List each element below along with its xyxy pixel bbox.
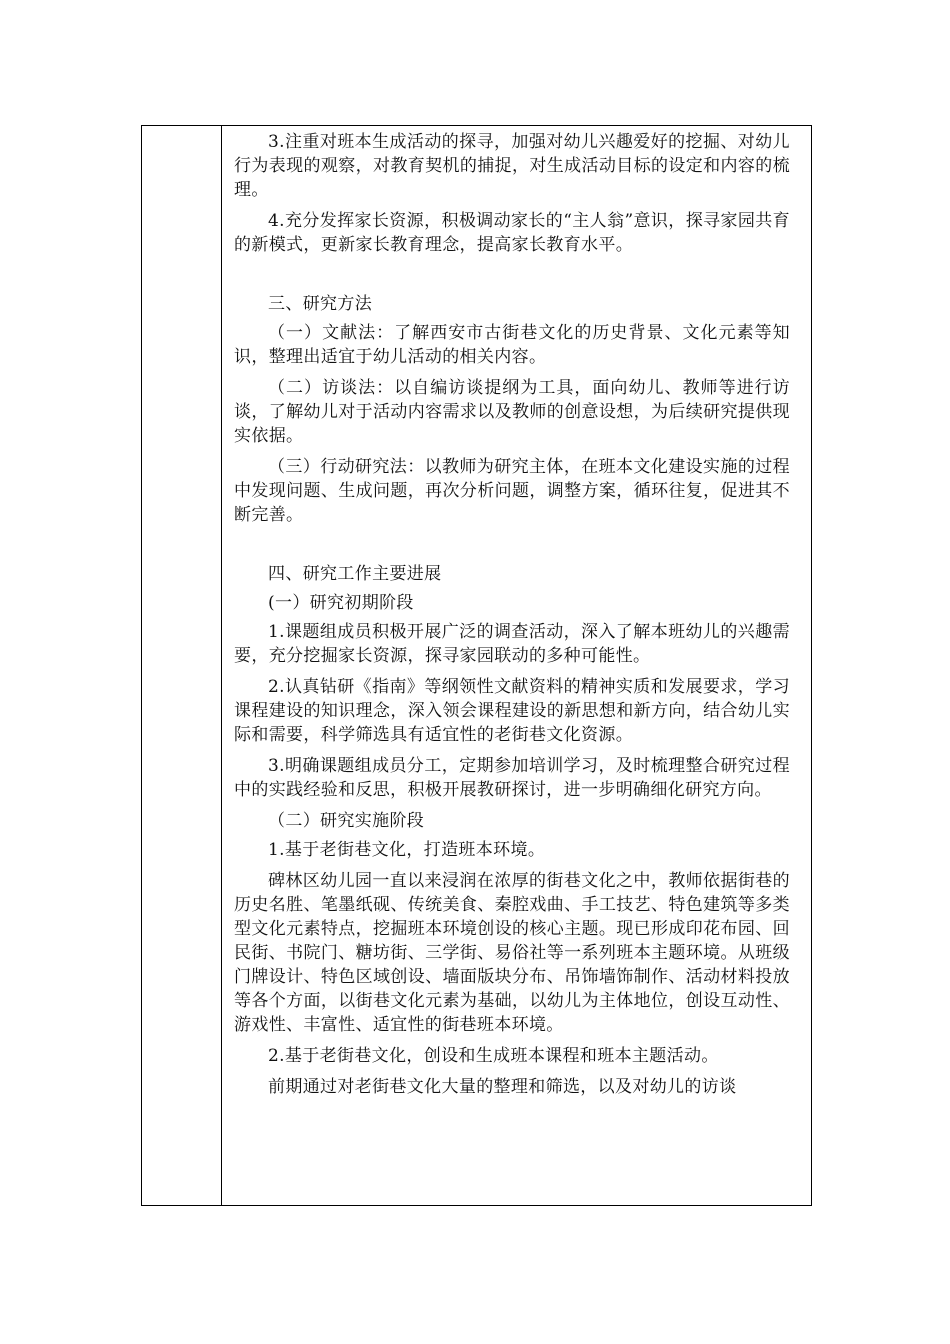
document-table [141, 125, 812, 1206]
objective-item-4: 4.充分发挥家长资源，积极调动家长的“主人翁”意识，探寻家园共育的新模式，更新家长教育理念，提高家长教育水平。 [234, 211, 790, 255]
method-action-research: （三）行动研究法：以教师为研究主体，在班本文化建设实施的过程中发现问题、生成问题，再次分析问题，调整方案，循环往复，促进其不断完善。 [234, 457, 790, 525]
table-content-cell [234, 130, 790, 1106]
phase2-item-1-text: 碑林区幼儿园一直以来浸润在浓厚的街巷文化之中，教师依据街巷的历史名胜、笔墨纸砚、传统美食、秦腔戏曲、手工技艺、特色建筑等多类型文化元素特点，挖掘班本环境创设的核心主题。现已形成印花布园、回民街、书院门、糖坊街、三学街、易俗社等一系列班本主题环境。从班级门牌设计、特色区域创设、墙面版块分布、吊饰墙饰制作、活动材料投放等各个方面，以街巷文化元素为基础，以幼儿为主体地位，创设互动性、游戏性、丰富性、适宜性的街巷班本环境。 [234, 871, 790, 1035]
method-literature: （一）文献法：了解西安市古街巷文化的历史背景、文化元素等知识，整理出适宜于幼儿活动的相关内容。 [234, 323, 790, 367]
method-interview: （二）访谈法：以自编访谈提纲为工具，面向幼儿、教师等进行访谈，了解幼儿对于活动内容需求以及教师的创意设想，为后续研究提供现实依据。 [234, 378, 790, 446]
section-spacer [234, 534, 790, 562]
table-column-divider [221, 126, 222, 1205]
phase2-item-1-title: 1.基于老街巷文化，打造班本环境。 [268, 840, 546, 860]
section-spacer [234, 264, 790, 292]
phase1-item-3: 3.明确课题组成员分工，定期参加培训学习，及时梳理整合研究过程中的实践经验和反思，积极开展教研探讨，进一步明确细化研究方向。 [234, 756, 790, 800]
phase1-title: (一）研究初期阶段 [268, 593, 414, 613]
phase2-item-2-text: 前期通过对老街巷文化大量的整理和筛选，以及对幼儿的访谈 [268, 1077, 737, 1097]
section3-title: 三、研究方法 [268, 294, 373, 314]
section4-title: 四、研究工作主要进展 [268, 564, 442, 584]
objective-item-3: 3.注重对班本生成活动的探寻，加强对幼儿兴趣爱好的挖掘、对幼儿行为表现的观察，对教育契机的捕捉，对生成活动目标的设定和内容的梳理。 [234, 132, 790, 200]
phase2-title: （二）研究实施阶段 [268, 811, 425, 831]
phase1-item-1: 1.课题组成员积极开展广泛的调查活动，深入了解本班幼儿的兴趣需要，充分挖掘家长资源，探寻家园联动的多种可能性。 [234, 622, 790, 666]
phase1-item-2: 2.认真钻研《指南》等纲领性文献资料的精神实质和发展要求，学习课程建设的知识理念，深入领会课程建设的新思想和新方向，结合幼儿实际和需要，科学筛选具有适宜性的老街巷文化资源。 [234, 677, 790, 745]
phase2-item-2-title: 2.基于老街巷文化，创设和生成班本课程和班本主题活动。 [268, 1046, 719, 1066]
